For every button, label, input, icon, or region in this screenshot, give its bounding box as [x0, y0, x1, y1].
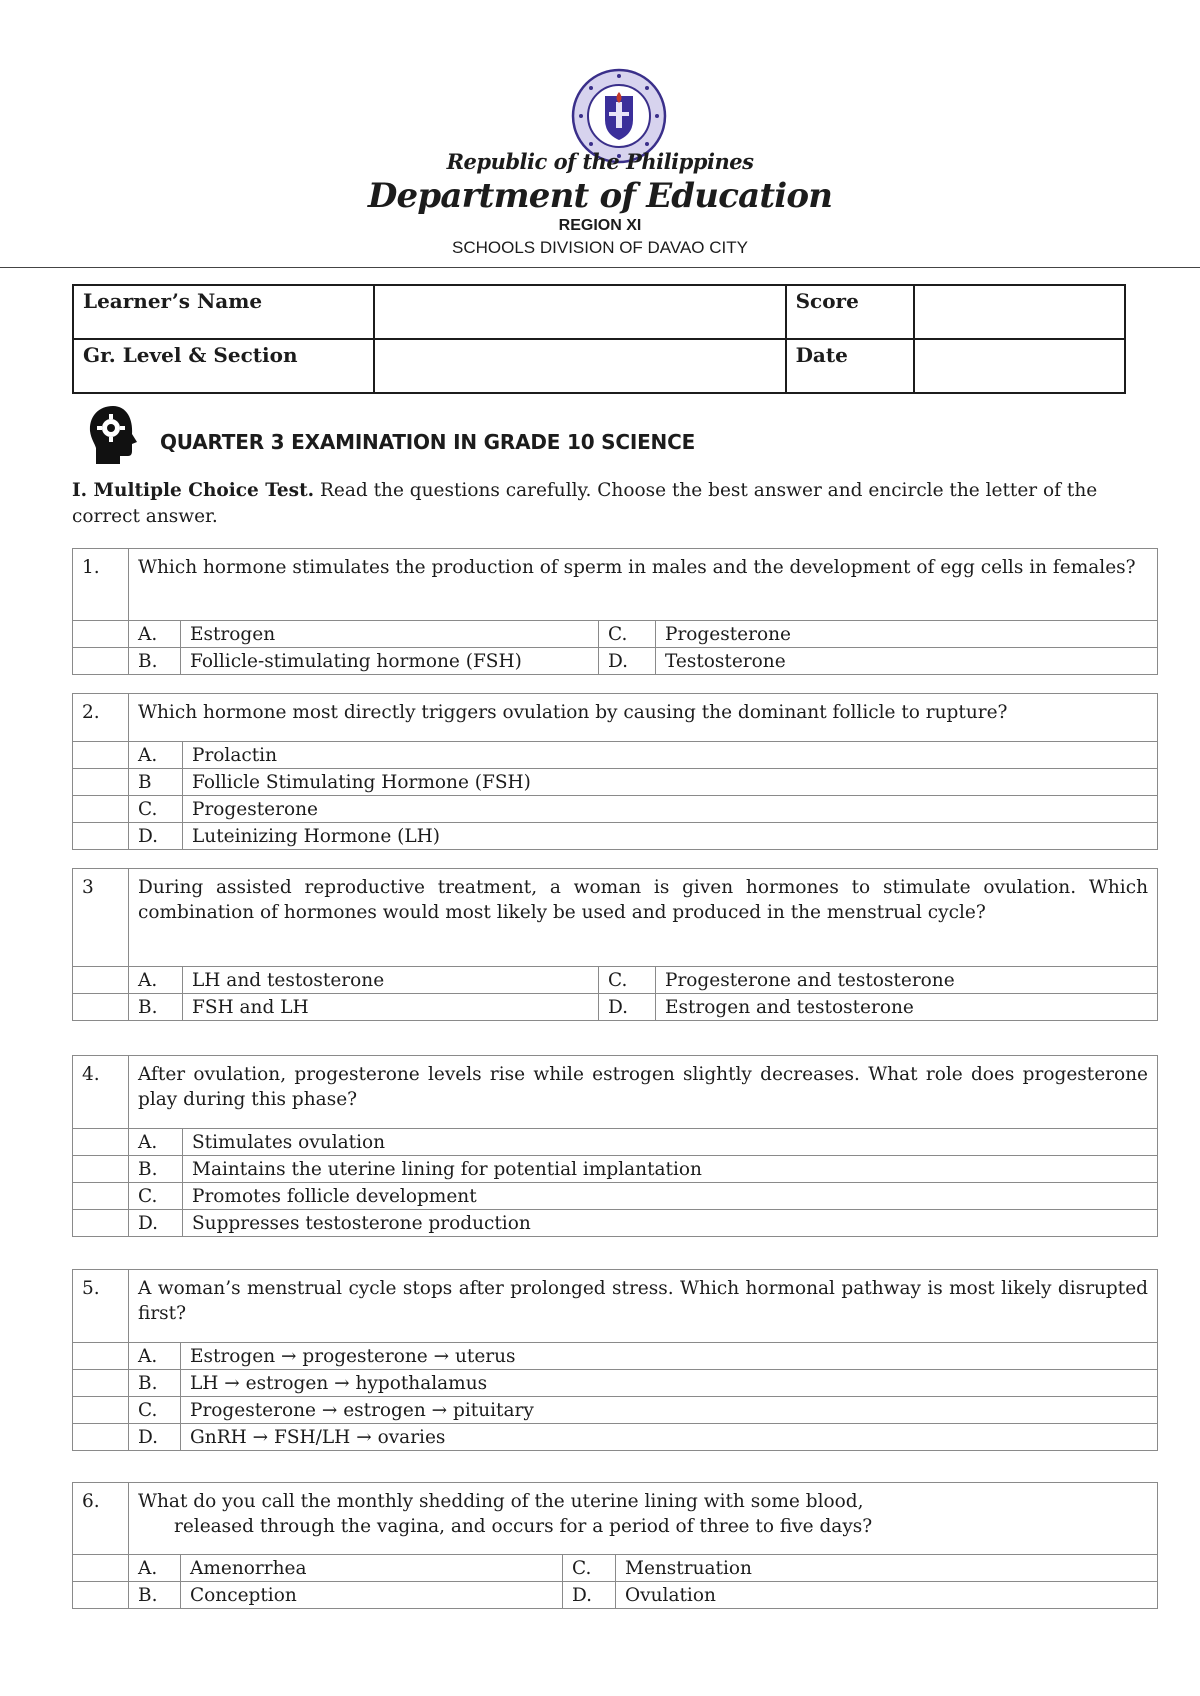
- question-stem-line-1: What do you call the monthly shedding of the uterine lining with some blood,: [138, 1491, 864, 1512]
- instructions-heading: I. Multiple Choice Test.: [72, 480, 315, 501]
- option-text: Estrogen → progesterone → uterus: [181, 1343, 1158, 1370]
- question-number: 3: [73, 869, 129, 967]
- option-text: Follicle-stimulating hormone (FSH): [181, 648, 599, 675]
- option-letter[interactable]: D.: [563, 1582, 616, 1609]
- option-text: Estrogen and testosterone: [656, 994, 1158, 1021]
- option-text: Stimulates ovulation: [183, 1129, 1158, 1156]
- option-text: GnRH → FSH/LH → ovaries: [181, 1424, 1158, 1451]
- question-6: [72, 1482, 1158, 1609]
- question-2: [72, 693, 1158, 850]
- option-text: Promotes follicle development: [183, 1183, 1158, 1210]
- question-stem: [129, 1483, 1158, 1555]
- exam-title: QUARTER 3 EXAMINATION IN GRADE 10 SCIENCE: [160, 430, 696, 454]
- question-number: 2.: [73, 694, 129, 742]
- option-letter[interactable]: B.: [129, 994, 183, 1021]
- question-stem: During assisted reproductive treatment, a woman is given hormones to stimulate ovulation. Which combination of hormones would most likely be used and produced in the menstrual cycle?: [129, 869, 1158, 967]
- option-text: Menstruation: [616, 1555, 1158, 1582]
- republic-heading: Republic of the Philippines: [446, 149, 754, 174]
- question-number: 4.: [73, 1056, 129, 1129]
- option-text: LH and testosterone: [183, 967, 599, 994]
- learner-info-table: [72, 284, 1126, 394]
- option-text: Follicle Stimulating Hormone (FSH): [183, 769, 1158, 796]
- option-letter[interactable]: D.: [599, 648, 656, 675]
- option-text: Progesterone: [183, 796, 1158, 823]
- date-field[interactable]: [914, 339, 1125, 393]
- option-letter[interactable]: A.: [129, 1343, 181, 1370]
- score-field[interactable]: [914, 285, 1125, 339]
- option-letter[interactable]: A.: [129, 1555, 181, 1582]
- option-text: Progesterone and testosterone: [656, 967, 1158, 994]
- option-letter[interactable]: A.: [129, 1129, 183, 1156]
- option-text: Prolactin: [183, 742, 1158, 769]
- question-stem: Which hormone most directly triggers ovulation by causing the dominant follicle to rupture?: [129, 694, 1158, 742]
- question-number: 5.: [73, 1270, 129, 1343]
- division-label: SCHOOLS DIVISION OF DAVAO CITY: [452, 238, 748, 257]
- option-letter[interactable]: D.: [129, 1424, 181, 1451]
- learner-name-field[interactable]: [374, 285, 786, 339]
- question-number: 1.: [73, 549, 129, 621]
- option-letter[interactable]: A.: [129, 621, 181, 648]
- grade-level-section-label: Gr. Level & Section: [73, 339, 374, 393]
- option-letter[interactable]: C.: [129, 796, 183, 823]
- question-1: [72, 548, 1158, 675]
- option-letter[interactable]: B.: [129, 1156, 183, 1183]
- option-letter[interactable]: B.: [129, 1582, 181, 1609]
- region-label: REGION XI: [558, 217, 642, 234]
- head-gear-icon: [86, 404, 140, 466]
- option-text: Estrogen: [181, 621, 599, 648]
- option-letter[interactable]: C.: [129, 1183, 183, 1210]
- option-letter[interactable]: C.: [129, 1397, 181, 1424]
- question-number: 6.: [73, 1483, 129, 1555]
- option-letter[interactable]: B: [129, 769, 183, 796]
- option-text: Amenorrhea: [181, 1555, 563, 1582]
- option-letter[interactable]: D.: [129, 1210, 183, 1237]
- option-letter[interactable]: B.: [129, 648, 181, 675]
- option-text: Progesterone → estrogen → pituitary: [181, 1397, 1158, 1424]
- header-divider: [0, 267, 1200, 268]
- question-4: [72, 1055, 1158, 1237]
- department-heading: Department of Education: [367, 176, 833, 216]
- option-text: Ovulation: [616, 1582, 1158, 1609]
- question-5: [72, 1269, 1158, 1451]
- question-stem: After ovulation, progesterone levels rise while estrogen slightly decreases. What role does progesterone play during this phase?: [129, 1056, 1158, 1129]
- option-text: Progesterone: [656, 621, 1158, 648]
- score-label: Score: [786, 285, 915, 339]
- option-letter[interactable]: C.: [599, 621, 656, 648]
- option-text: FSH and LH: [183, 994, 599, 1021]
- option-text: LH → estrogen → hypothalamus: [181, 1370, 1158, 1397]
- option-text: Conception: [181, 1582, 563, 1609]
- grade-level-section-field[interactable]: [374, 339, 786, 393]
- question-stem: A woman’s menstrual cycle stops after prolonged stress. Which hormonal pathway is most likely disrupted first?: [129, 1270, 1158, 1343]
- option-letter[interactable]: C.: [599, 967, 656, 994]
- date-label: Date: [786, 339, 915, 393]
- option-text: Suppresses testosterone production: [183, 1210, 1158, 1237]
- option-letter[interactable]: A.: [129, 742, 183, 769]
- question-stem-line-2: released through the vagina, and occurs for a period of three to five days?: [174, 1516, 873, 1537]
- option-letter[interactable]: D.: [599, 994, 656, 1021]
- option-text: Maintains the uterine lining for potential implantation: [183, 1156, 1158, 1183]
- option-text: Testosterone: [656, 648, 1158, 675]
- instructions-text: Read the questions carefully. Choose the best answer and encircle the letter of the correct answer.: [72, 480, 1098, 527]
- option-letter[interactable]: A.: [129, 967, 183, 994]
- option-letter[interactable]: C.: [563, 1555, 616, 1582]
- option-text: Luteinizing Hormone (LH): [183, 823, 1158, 850]
- question-3: [72, 868, 1158, 1021]
- option-letter[interactable]: D.: [129, 823, 183, 850]
- option-letter[interactable]: B.: [129, 1370, 181, 1397]
- learner-name-label: Learner’s Name: [73, 285, 374, 339]
- instructions: [72, 478, 1132, 530]
- question-stem: Which hormone stimulates the production of sperm in males and the development of egg cells in females?: [129, 549, 1158, 621]
